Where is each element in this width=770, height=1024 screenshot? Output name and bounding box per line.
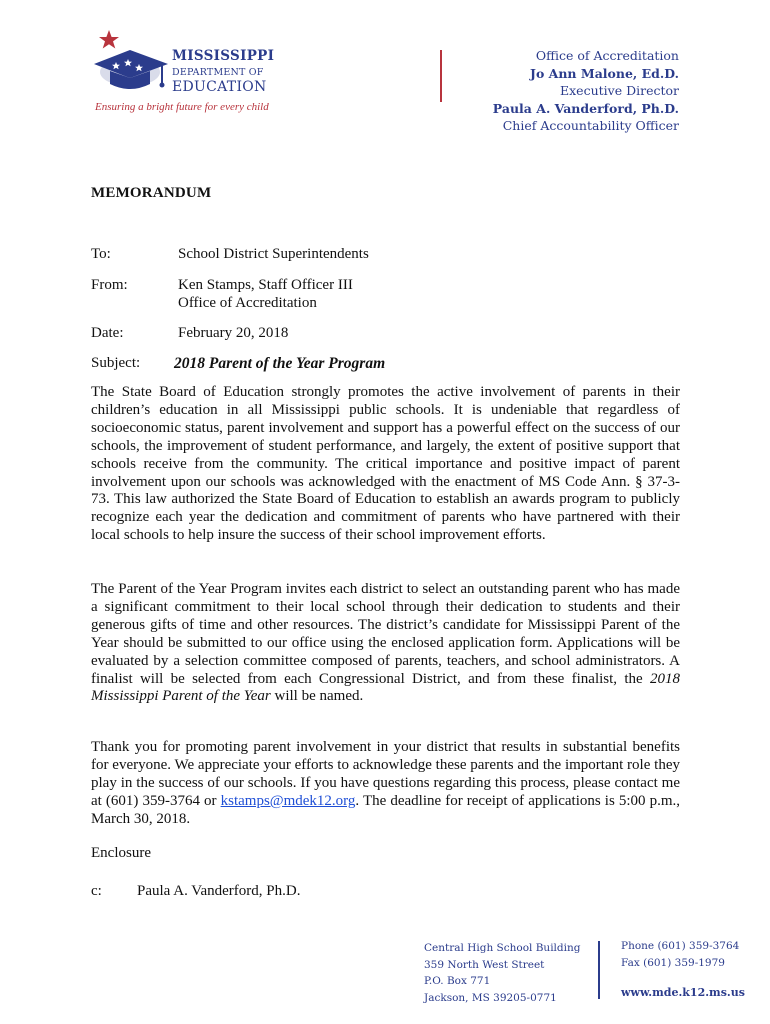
paragraph-3-text: Thank you for promoting parent involvement in your district that results in substantial benefits for everyone. We appreciate your efforts to acknowledge these parents and the important role they play in the success of our schools. If you have questions regarding this process, please contact me at (601) 359-3764 or [91,739,680,809]
award-name-emphasis: 2018 Mississippi Parent of the Year [91,670,680,705]
header-divider [440,50,442,102]
date-value: February 20, 2018 [178,325,289,341]
paragraph-2-text: The Parent of the Year Program invites each district to select an outstanding parent who has made a significant commitment to their local school through their dedication to students and their generous gifts of time and other resources. The district’s candidate for Mississippi Parent of the Year should be submitted to our office using the enclosed application form. Applications will be evaluated by a selection committee composed of parents, teachers, and school administrators. A finalist will be selected from each Congressional District, and from these finalist, the [91,581,680,687]
to-label: To: [91,246,111,262]
org-name-line2: DEPARTMENT OF [172,67,264,78]
graduation-cap-star-icon [88,28,172,100]
address-street: 359 North West Street [424,958,545,971]
phone-number: Phone (601) 359-3764 [621,940,740,952]
from-office: Office of Accreditation [178,294,317,311]
executive-director-name: Jo Ann Malone, Ed.D. [530,65,679,81]
mde-logo [88,28,288,120]
tagline: Ensuring a bright future for every child [95,101,269,113]
fax-number: Fax (601) 359-1979 [621,956,725,969]
from-name: Ken Stamps, Staff Officer III [178,277,353,293]
accountability-officer-name: Paula A. Vanderford, Ph.D. [492,100,679,116]
cc-recipient: Paula A. Vanderford, Ph.D. [137,883,301,899]
footer-address [424,940,580,1006]
date-label: Date: [91,325,124,341]
paragraph-3-ending: . The deadline for receipt of applications is 5:00 p.m., March 30, 2018. [91,792,681,827]
enclosure-note: Enclosure [91,845,151,861]
org-name-line1: MISSISSIPPI [172,48,275,64]
footer-contact [621,938,739,971]
from-label: From: [91,277,128,293]
address-city: Jackson, MS 39205-0771 [424,991,557,1004]
body-paragraph-3 [91,739,680,829]
from-value [178,277,353,312]
office-name: Office of Accreditation [535,48,679,63]
address-po-box: P.O. Box 771 [424,975,491,987]
accountability-officer-title: Chief Accountability Officer [502,118,679,133]
executive-director-title: Executive Director [560,83,679,98]
subject-value: 2018 Parent of the Year Program [174,355,386,372]
body-paragraph-2 [91,581,680,706]
footer-divider [598,941,600,999]
body-paragraph-1: The State Board of Education strongly promotes the active involvement of parents in their children’s education in all Mississippi public schools. It is undeniable that regardless of socioeconomic status, parent involvement and support has a powerful effect on the success of our schools, the improvement of student performance, and largely, the extent of positive support that schools receive from the community. The critical importance and positive impact of parent involvement upon our schools was acknowledged with the enactment of MS Code Ann. § 37-3-73. This law authorized the State Board of Education to establish an awards program to publicly recognize each year the dedication and commitment of parents who have partnered with their local schools to help insure the success of their school improvement efforts. [91,384,680,544]
website-link[interactable]: www.mde.k12.ms.us [621,986,745,999]
org-name-line3: EDUCATION [172,79,267,95]
email-link[interactable]: kstamps@mdek12.org [220,792,356,809]
office-block [493,47,679,135]
to-value: School District Superintendents [178,246,369,262]
memo-title: MEMORANDUM [91,185,212,201]
subject-label: Subject: [91,355,141,371]
cc-label: c: [91,883,102,899]
address-building: Central High School Building [424,942,581,954]
paragraph-2-ending: will be named. [270,688,364,705]
